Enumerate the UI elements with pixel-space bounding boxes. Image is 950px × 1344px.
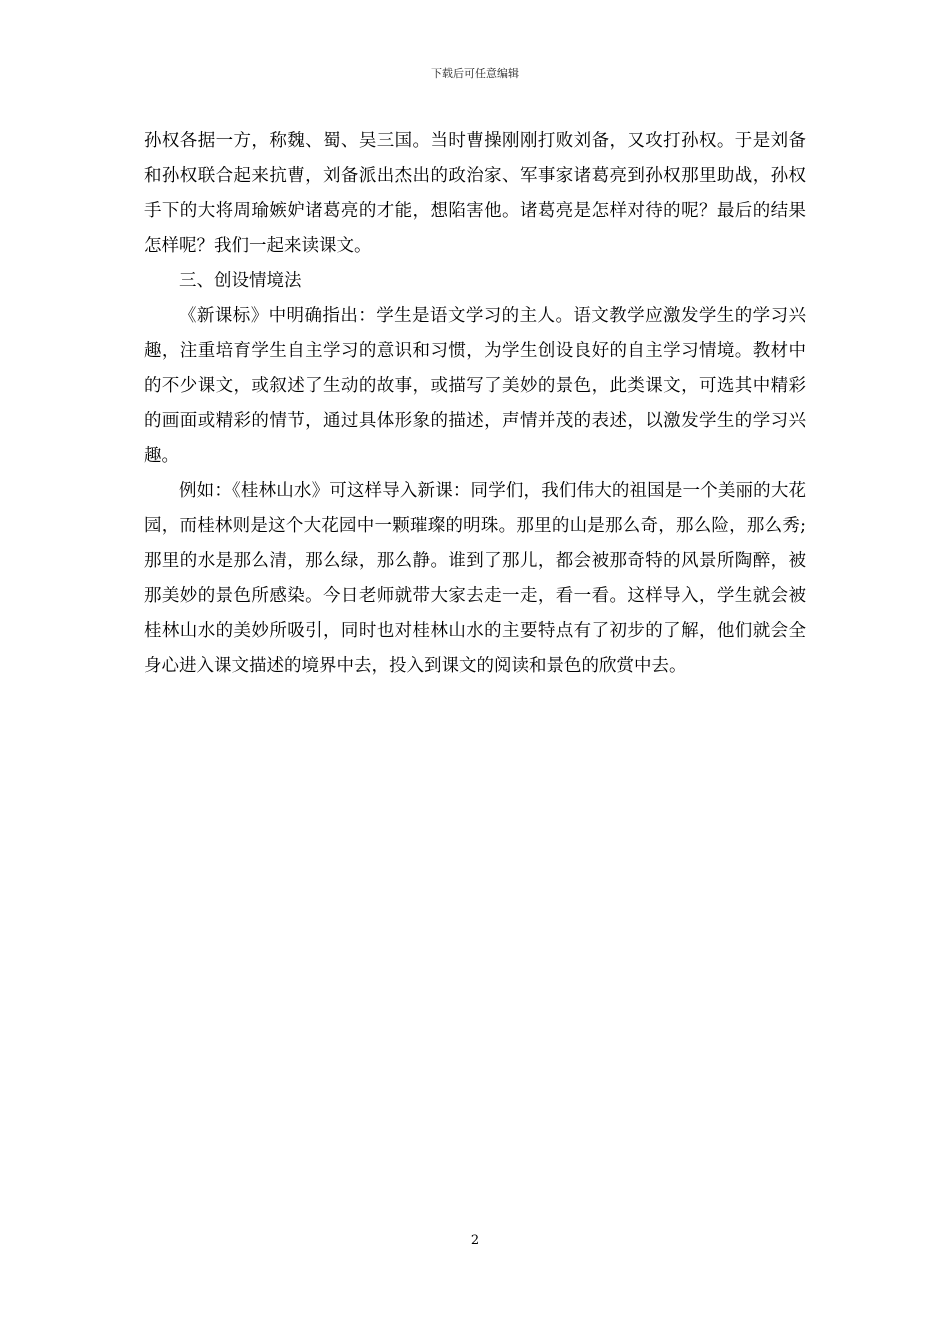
paragraph: 例如：《桂林山水》可这样导入新课：同学们，我们伟大的祖国是一个美丽的大花园，而桂林则是这个大花园中一颗璀璨的明珠。那里的山是那么奇，那么险，那么秀;那里的水是那么清，那么绿，那么静。谁到了那儿，都会被那奇特的风景所陶醉，被那美妙的景色所感染。今日老师就带大家去走一走，看一看。这样导入，学生就会被桂林山水的美妙所吸引，同时也对桂林山水的主要特点有了初步的了解，他们就会全身心进入课文描述的境界中去，投入到课文的阅读和景色的欣赏中去。 xyxy=(144,481,806,676)
page-number: 2 xyxy=(470,1233,480,1248)
paragraph-continuation: 孙权各据一方，称魏、蜀、吴三国。当时曹操刚刚打败刘备，又攻打孙权。于是刘备和孙权联合起来抗曹，刘备派出杰出的政治家、军事家诸葛亮到孙权那里助战，孙权手下的大将周瑜嫉妒诸葛亮的才能，想陷害他。诸葛亮是怎样对待的呢？最后的结果怎样呢？我们一起来读课文。 xyxy=(144,131,806,256)
body-text xyxy=(144,124,806,684)
section-heading: 三、创设情境法 xyxy=(179,271,302,291)
paragraph: 《新课标》中明确指出：学生是语文学习的主人。语文教学应激发学生的学习兴趣，注重培育学生自主学习的意识和习惯，为学生创设良好的自主学习情境。教材中的不少课文，或叙述了生动的故事，或描写了美妙的景色，此类课文，可选其中精彩的画面或精彩的情节，通过具体形象的描述，声情并茂的表述，以激发学生的学习兴趣。 xyxy=(144,306,806,466)
page-header: 下载后可任意编辑 xyxy=(431,67,519,80)
